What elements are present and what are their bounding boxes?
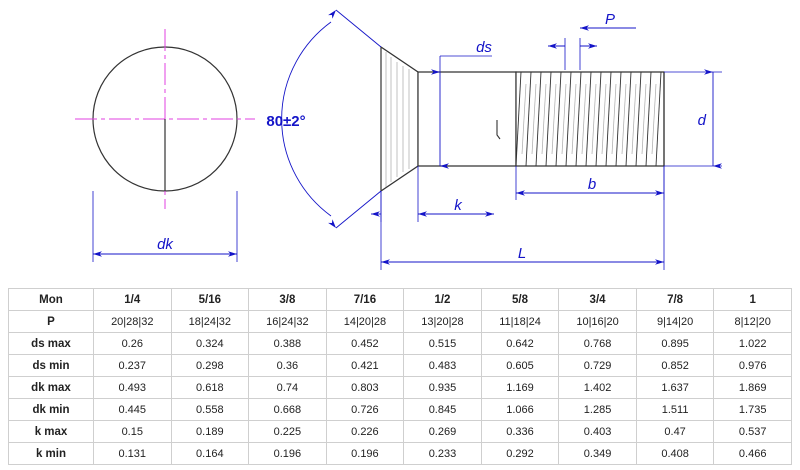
table-cell: 0.388 bbox=[249, 333, 327, 355]
table-cell: 0.292 bbox=[481, 443, 559, 465]
bolt-side-view bbox=[381, 47, 664, 191]
table-cell: 0.196 bbox=[249, 443, 327, 465]
table-cell: 0.668 bbox=[249, 399, 327, 421]
table-cell: 0.196 bbox=[326, 443, 404, 465]
table-cell: 0.36 bbox=[249, 355, 327, 377]
table-cell: 0.537 bbox=[714, 421, 792, 443]
table-cell: 0.768 bbox=[559, 333, 637, 355]
table-cell: 0.445 bbox=[94, 399, 172, 421]
table-cell: 1.169 bbox=[481, 377, 559, 399]
table-cell: 1.285 bbox=[559, 399, 637, 421]
dimension-label-k: k bbox=[454, 197, 462, 214]
table-row-label: dk min bbox=[9, 399, 94, 421]
table-header-cell-size: 7/8 bbox=[636, 289, 714, 311]
table-row-label: dk max bbox=[9, 377, 94, 399]
table-header-cell-size: 1 bbox=[714, 289, 792, 311]
dimension-label-angle: 80±2° bbox=[266, 113, 306, 130]
table-cell: 0.15 bbox=[94, 421, 172, 443]
dimension-L bbox=[381, 166, 664, 270]
table-cell: 0.336 bbox=[481, 421, 559, 443]
head-front-view bbox=[75, 29, 255, 209]
table-cell: 0.26 bbox=[94, 333, 172, 355]
table-cell: 18|24|32 bbox=[171, 311, 249, 333]
table-header-cell-size: 7/16 bbox=[326, 289, 404, 311]
table-header-cell-label: Mon bbox=[9, 289, 94, 311]
table-cell: 0.131 bbox=[94, 443, 172, 465]
table-row bbox=[9, 399, 792, 421]
table-cell: 0.47 bbox=[636, 421, 714, 443]
table-row-label: k max bbox=[9, 421, 94, 443]
table-header-cell-size: 1/4 bbox=[94, 289, 172, 311]
table-cell: 0.976 bbox=[714, 355, 792, 377]
table-cell: 0.269 bbox=[404, 421, 482, 443]
table-cell: 1.022 bbox=[714, 333, 792, 355]
table-row-label: ds max bbox=[9, 333, 94, 355]
table-cell: 0.803 bbox=[326, 377, 404, 399]
table-header-row bbox=[9, 289, 792, 311]
table-cell: 0.618 bbox=[171, 377, 249, 399]
dimension-P bbox=[548, 11, 636, 70]
table-row bbox=[9, 421, 792, 443]
table-cell: 1.066 bbox=[481, 399, 559, 421]
table-cell: 0.74 bbox=[249, 377, 327, 399]
table-header-cell-size: 3/4 bbox=[559, 289, 637, 311]
dimension-label-d: d bbox=[697, 112, 706, 129]
table-row bbox=[9, 333, 792, 355]
table-cell: 1.637 bbox=[636, 377, 714, 399]
table-cell: 0.164 bbox=[171, 443, 249, 465]
table-cell: 0.225 bbox=[249, 421, 327, 443]
table-cell: 8|12|20 bbox=[714, 311, 792, 333]
table-cell: 10|16|20 bbox=[559, 311, 637, 333]
table-cell: 0.605 bbox=[481, 355, 559, 377]
table-cell: 0.298 bbox=[171, 355, 249, 377]
dimension-label-P: P bbox=[604, 11, 616, 28]
table-cell: 0.349 bbox=[559, 443, 637, 465]
table-row bbox=[9, 311, 792, 333]
table-cell: 16|24|32 bbox=[249, 311, 327, 333]
dimension-label-b: b bbox=[587, 176, 597, 193]
dimension-label-L: L bbox=[517, 245, 527, 262]
table-row-label: k min bbox=[9, 443, 94, 465]
table-cell: 0.403 bbox=[559, 421, 637, 443]
table-cell: 9|14|20 bbox=[636, 311, 714, 333]
table-cell: 0.324 bbox=[171, 333, 249, 355]
table-cell: 0.483 bbox=[404, 355, 482, 377]
table-cell: 0.729 bbox=[559, 355, 637, 377]
table-cell: 0.421 bbox=[326, 355, 404, 377]
table-cell: 0.515 bbox=[404, 333, 482, 355]
table-cell: 0.493 bbox=[94, 377, 172, 399]
table-cell: 0.558 bbox=[171, 399, 249, 421]
dimension-angle bbox=[266, 10, 381, 228]
specification-table-container bbox=[8, 288, 792, 465]
table-cell: 14|20|28 bbox=[326, 311, 404, 333]
table-cell: 0.895 bbox=[636, 333, 714, 355]
table-row bbox=[9, 377, 792, 399]
dimension-d bbox=[664, 72, 722, 166]
table-header-cell-size: 5/8 bbox=[481, 289, 559, 311]
table-cell: 0.852 bbox=[636, 355, 714, 377]
dimension-label-dk: dk bbox=[157, 236, 173, 253]
table-cell: 0.642 bbox=[481, 333, 559, 355]
table-cell: 0.237 bbox=[94, 355, 172, 377]
dimension-label-ds: ds bbox=[476, 39, 492, 56]
table-cell: 11|18|24 bbox=[481, 311, 559, 333]
table-cell: 1.735 bbox=[714, 399, 792, 421]
table-cell: 0.845 bbox=[404, 399, 482, 421]
table-row bbox=[9, 443, 792, 465]
table-cell: 20|28|32 bbox=[94, 311, 172, 333]
table-cell: 0.226 bbox=[326, 421, 404, 443]
table-cell: 1.869 bbox=[714, 377, 792, 399]
table-cell: 0.189 bbox=[171, 421, 249, 443]
dimension-b bbox=[516, 166, 664, 200]
table-header-cell-size: 1/2 bbox=[404, 289, 482, 311]
table-row-label: ds min bbox=[9, 355, 94, 377]
table-cell: 0.466 bbox=[714, 443, 792, 465]
table-header-cell-size: 3/8 bbox=[249, 289, 327, 311]
table-cell: 0.452 bbox=[326, 333, 404, 355]
table-cell: 0.726 bbox=[326, 399, 404, 421]
table-cell: 1.511 bbox=[636, 399, 714, 421]
table-header-cell-size: 5/16 bbox=[171, 289, 249, 311]
table-cell: 1.402 bbox=[559, 377, 637, 399]
specification-table bbox=[8, 288, 792, 465]
table-row bbox=[9, 355, 792, 377]
table-cell: 13|20|28 bbox=[404, 311, 482, 333]
table-cell: 0.233 bbox=[404, 443, 482, 465]
table-cell: 0.935 bbox=[404, 377, 482, 399]
table-cell: 0.408 bbox=[636, 443, 714, 465]
table-row-label: P bbox=[9, 311, 94, 333]
